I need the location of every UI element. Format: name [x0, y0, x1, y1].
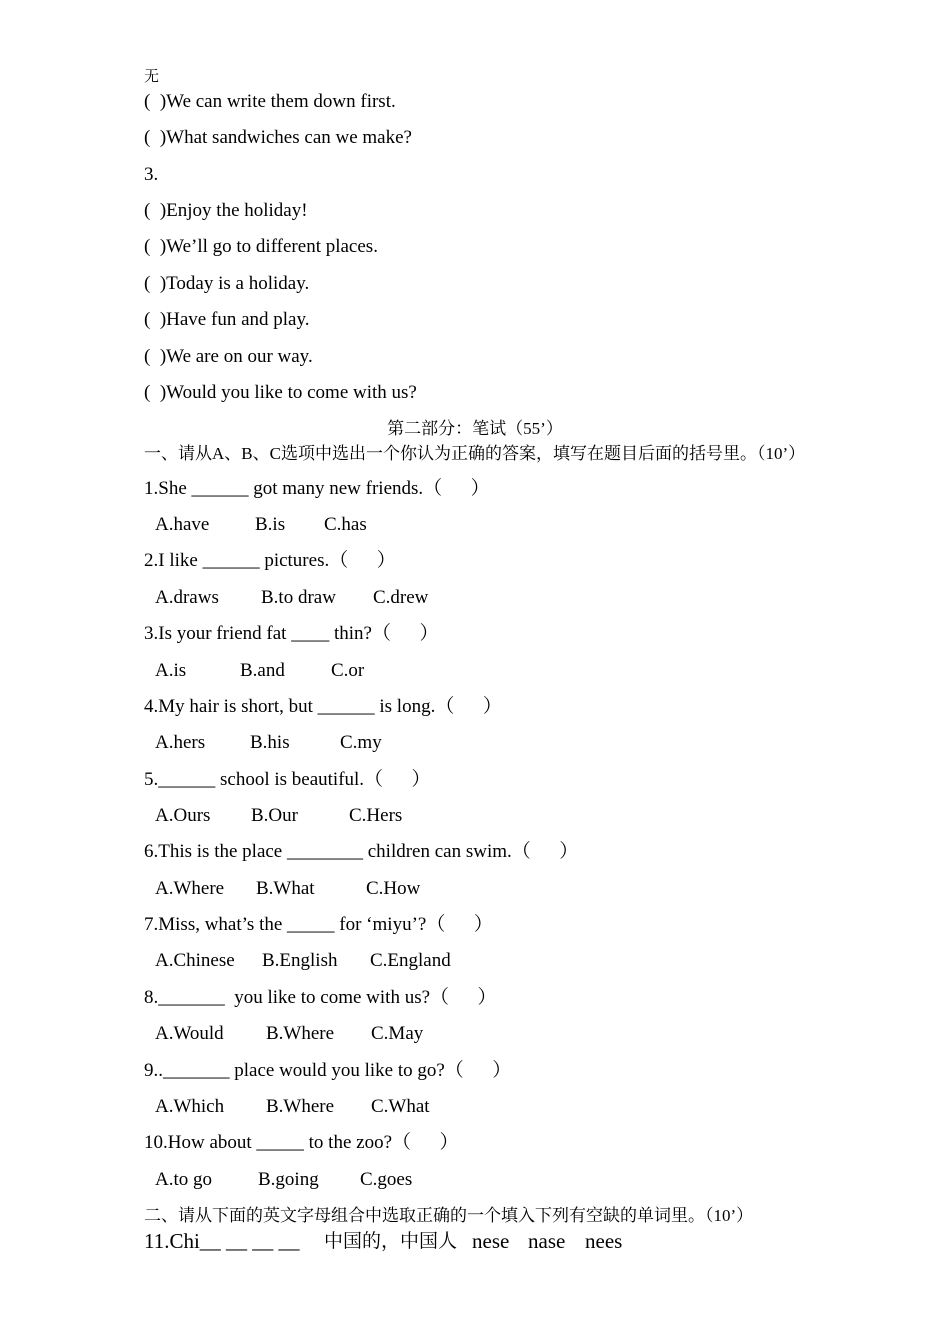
option-c: C.drew [373, 587, 429, 608]
q11-stem: 11.Chi__ __ __ __ [144, 1229, 300, 1253]
question-text: 8._______ you like to come with us?（ ） [144, 987, 497, 1008]
option-c: C.goes [360, 1169, 413, 1190]
option-a: A.hers [155, 732, 206, 753]
question-text: 1.She ______ got many new friends.（ ） [144, 478, 490, 499]
option-b: B.Our [251, 805, 298, 826]
part1-line: 3. [144, 164, 159, 185]
option-a: A.is [155, 660, 187, 681]
part1-line: ( )We are on our way. [144, 346, 313, 367]
option-b: B.to draw [261, 587, 336, 608]
option-c: C.How [366, 878, 421, 899]
option-b: B.Where [266, 1023, 335, 1044]
option-c: C.May [371, 1023, 424, 1044]
option-b: B.his [250, 732, 290, 753]
option-c: C.Hers [349, 805, 403, 826]
section2-instruction: 二、请从下面的英文字母组合中选取正确的一个填入下列有空缺的单词里。（10’） [144, 1206, 754, 1225]
option-a: A.Where [155, 878, 225, 899]
question-text: 4.My hair is short, but ______ is long.（ ） [144, 696, 502, 717]
option-b: B.What [256, 878, 315, 899]
option-a: A.to go [155, 1169, 212, 1190]
question-text: 10.How about _____ to the zoo?（ ） [144, 1132, 459, 1153]
option-c: C.What [371, 1096, 430, 1117]
question-text: 5.______ school is beautiful.（ ） [144, 769, 431, 790]
option-a: A.Which [155, 1096, 225, 1117]
option-b: B.English [262, 950, 338, 971]
option-a: A.draws [155, 587, 219, 608]
option-a: A.have [155, 514, 210, 535]
option-c: C.or [331, 660, 365, 681]
option-b: B.and [240, 660, 285, 681]
top-label: 无 [144, 69, 160, 85]
q11-choice: nase [528, 1229, 566, 1253]
q11-choice: nees [585, 1229, 623, 1253]
question-text: 3.Is your friend fat ____ thin?（ ） [144, 623, 439, 644]
section1-instruction: 一、请从A、B、C选项中选出一个你认为正确的答案，填写在题目后面的括号里。（10’） [144, 444, 806, 463]
q11-choice: nese [472, 1229, 510, 1253]
option-c: C.has [324, 514, 367, 535]
option-b: B.is [255, 514, 286, 535]
option-a: A.Would [155, 1023, 224, 1044]
option-b: B.going [258, 1169, 319, 1190]
part1-line: ( )We’ll go to different places. [144, 236, 378, 257]
part1-line: ( )Have fun and play. [144, 309, 310, 330]
option-a: A.Ours [155, 805, 211, 826]
question-text: 9.._______ place would you like to go?（ ） [144, 1060, 512, 1081]
part1-line: ( )Enjoy the holiday! [144, 200, 308, 221]
question-text: 7.Miss, what’s the _____ for ‘miyu’?（ ） [144, 914, 493, 935]
part1-line: ( )What sandwiches can we make? [144, 127, 412, 148]
question-text: 2.I like ______ pictures.（ ） [144, 550, 396, 571]
question-text: 6.This is the place ________ children can swim.（ ） [144, 841, 579, 862]
part1-line: ( )Would you like to come with us? [144, 382, 417, 403]
option-a: A.Chinese [155, 950, 235, 971]
option-c: C.England [370, 950, 451, 971]
section-title: 第二部分：笔试（55’） [387, 419, 563, 438]
part1-line: ( )Today is a holiday. [144, 273, 310, 294]
q11-meaning: 中国的，中国人 [324, 1231, 458, 1252]
part1-line: ( )We can write them down first. [144, 91, 396, 112]
option-b: B.Where [266, 1096, 335, 1117]
option-c: C.my [340, 732, 382, 753]
